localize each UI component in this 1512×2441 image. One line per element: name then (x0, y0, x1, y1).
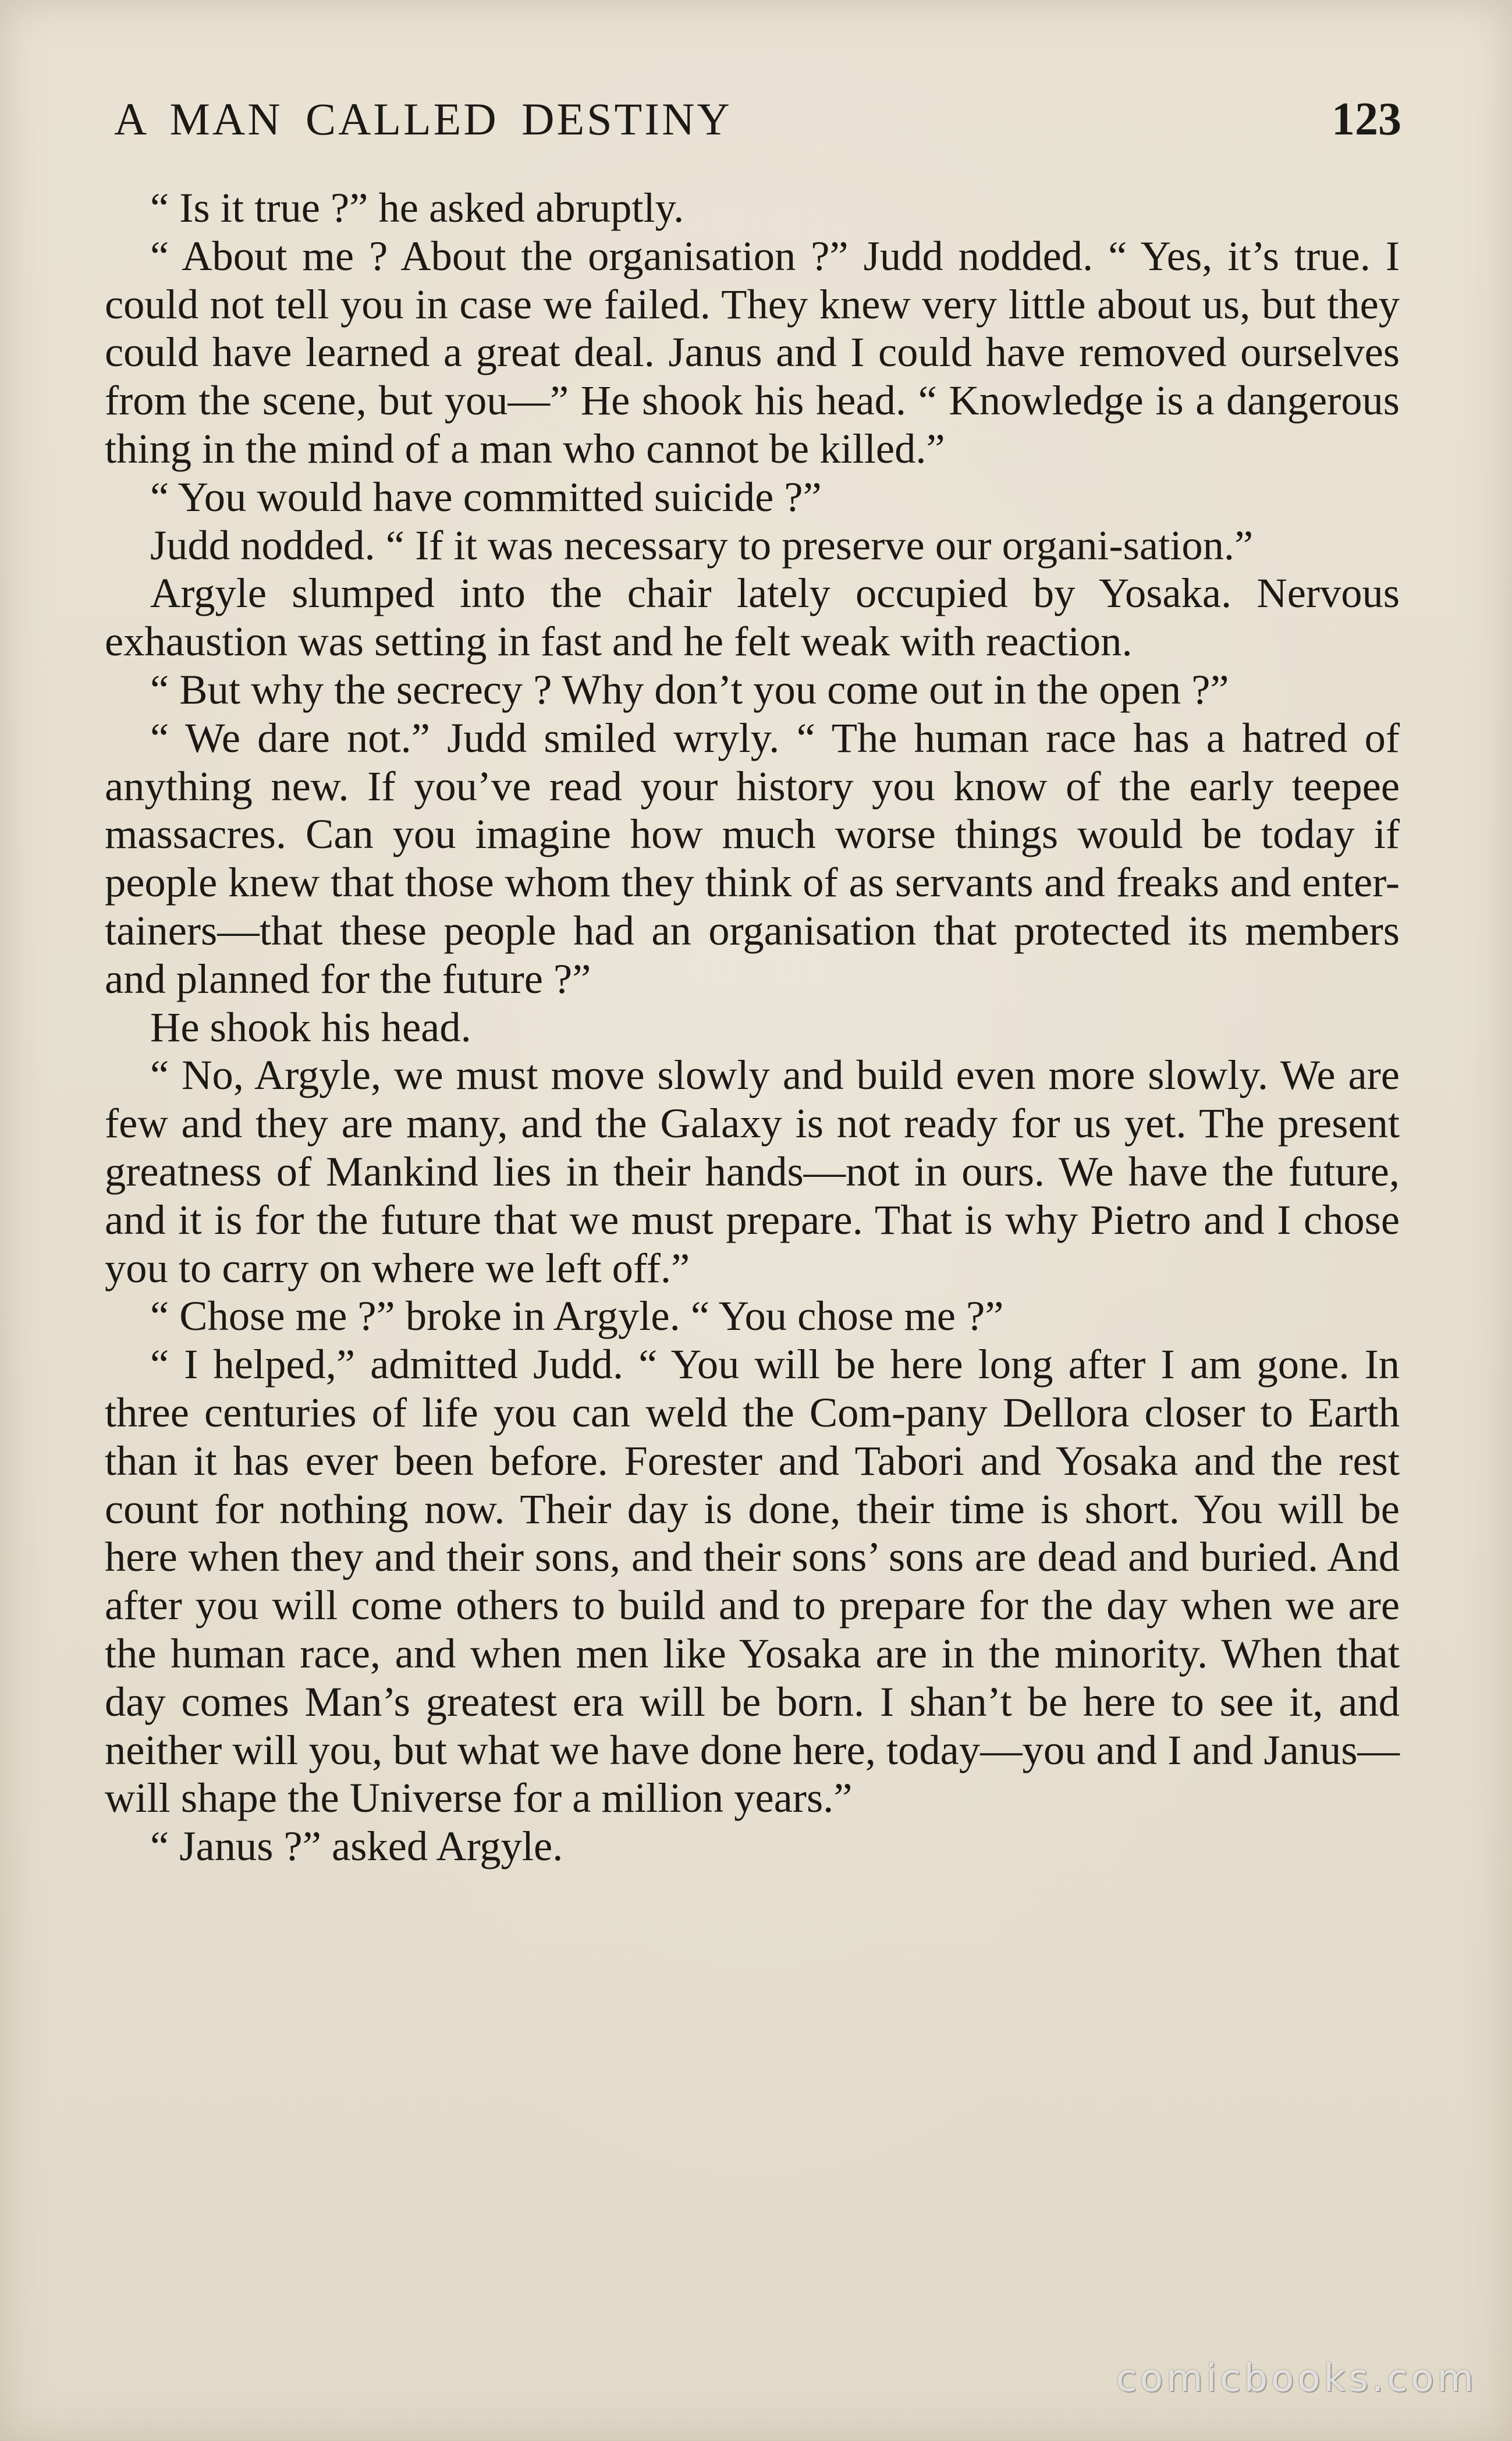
paragraph: “ Is it true ?” he asked abruptly. (150, 184, 684, 231)
paragraph: He shook his head. (150, 1003, 471, 1051)
paragraph: “ Chose me ?” broke in Argyle. “ You chose me ?” (150, 1292, 1004, 1340)
running-title: A MAN CALLED DESTINY (114, 94, 732, 144)
paragraph: Judd nodded. “ If it was necessary to preserve our organi-sation.” (150, 521, 1254, 569)
paragraph: “ Janus ?” asked Argyle. (150, 1822, 563, 1870)
watermark: comicbooks.com (1116, 2357, 1477, 2400)
paragraph: “ We dare not.” Judd smiled wryly. “ The human race has a hatred of anything new. If you’ve read your history you know of the early teepee massacres. Can you imagine how much worse things would be today if people knew that those whom they think of as servants and freaks and enter-tainers—that these people had an organisation that protected its members and planned for the future ?” (105, 714, 1400, 1002)
page-header (114, 87, 1401, 151)
paragraph: “ You would have committed suicide ?” (150, 473, 822, 520)
paragraph: “ But why the secrecy ? Why don’t you come out in the open ?” (150, 665, 1229, 713)
paragraph: “ About me ? About the organisation ?” Judd nodded. “ Yes, it’s true. I could not tell you in case we failed. They knew very little about us, but they could have learned a great deal. Janus and I could have removed ourselves from the scene, but you—” He shook his head. “ Knowledge is a dangerous thing in the mind of a man who cannot be killed.” (105, 232, 1400, 472)
paragraph: Argyle slumped into the chair lately occupied by Yosaka. Nervous exhaustion was setting in fast and he felt weak with reaction. (105, 569, 1400, 665)
body-text (105, 184, 1400, 1871)
page-number: 123 (1332, 94, 1401, 145)
paragraph: “ No, Argyle, we must move slowly and build even more slowly. We are few and they are many, and the Galaxy is not ready for us yet. The present greatness of Mankind lies in their hands—not in ours. We have the future, and it is for the future that we must prepare. That is why Pietro and I chose you to carry on where we left off.” (105, 1051, 1400, 1292)
paragraph: “ I helped,” admitted Judd. “ You will be here long after I am gone. In three centuries of life you can weld the Com-pany Dellora closer to Earth than it has ever been before. Forester and Tabori and Yosaka and the rest count for nothing now. Their day is done, their time is short. You will be here when they and their sons, and their sons’ sons are dead and buried. And after you will come others to build and to prepare for the day when we are the human race, and when men like Yosaka are in the minority. When that day comes Man’s greatest era will be born. I shan’t be here to see it, and neither will you, but what we have done here, today—you and I and Janus—will shape the Universe for a million years.” (105, 1340, 1400, 1822)
